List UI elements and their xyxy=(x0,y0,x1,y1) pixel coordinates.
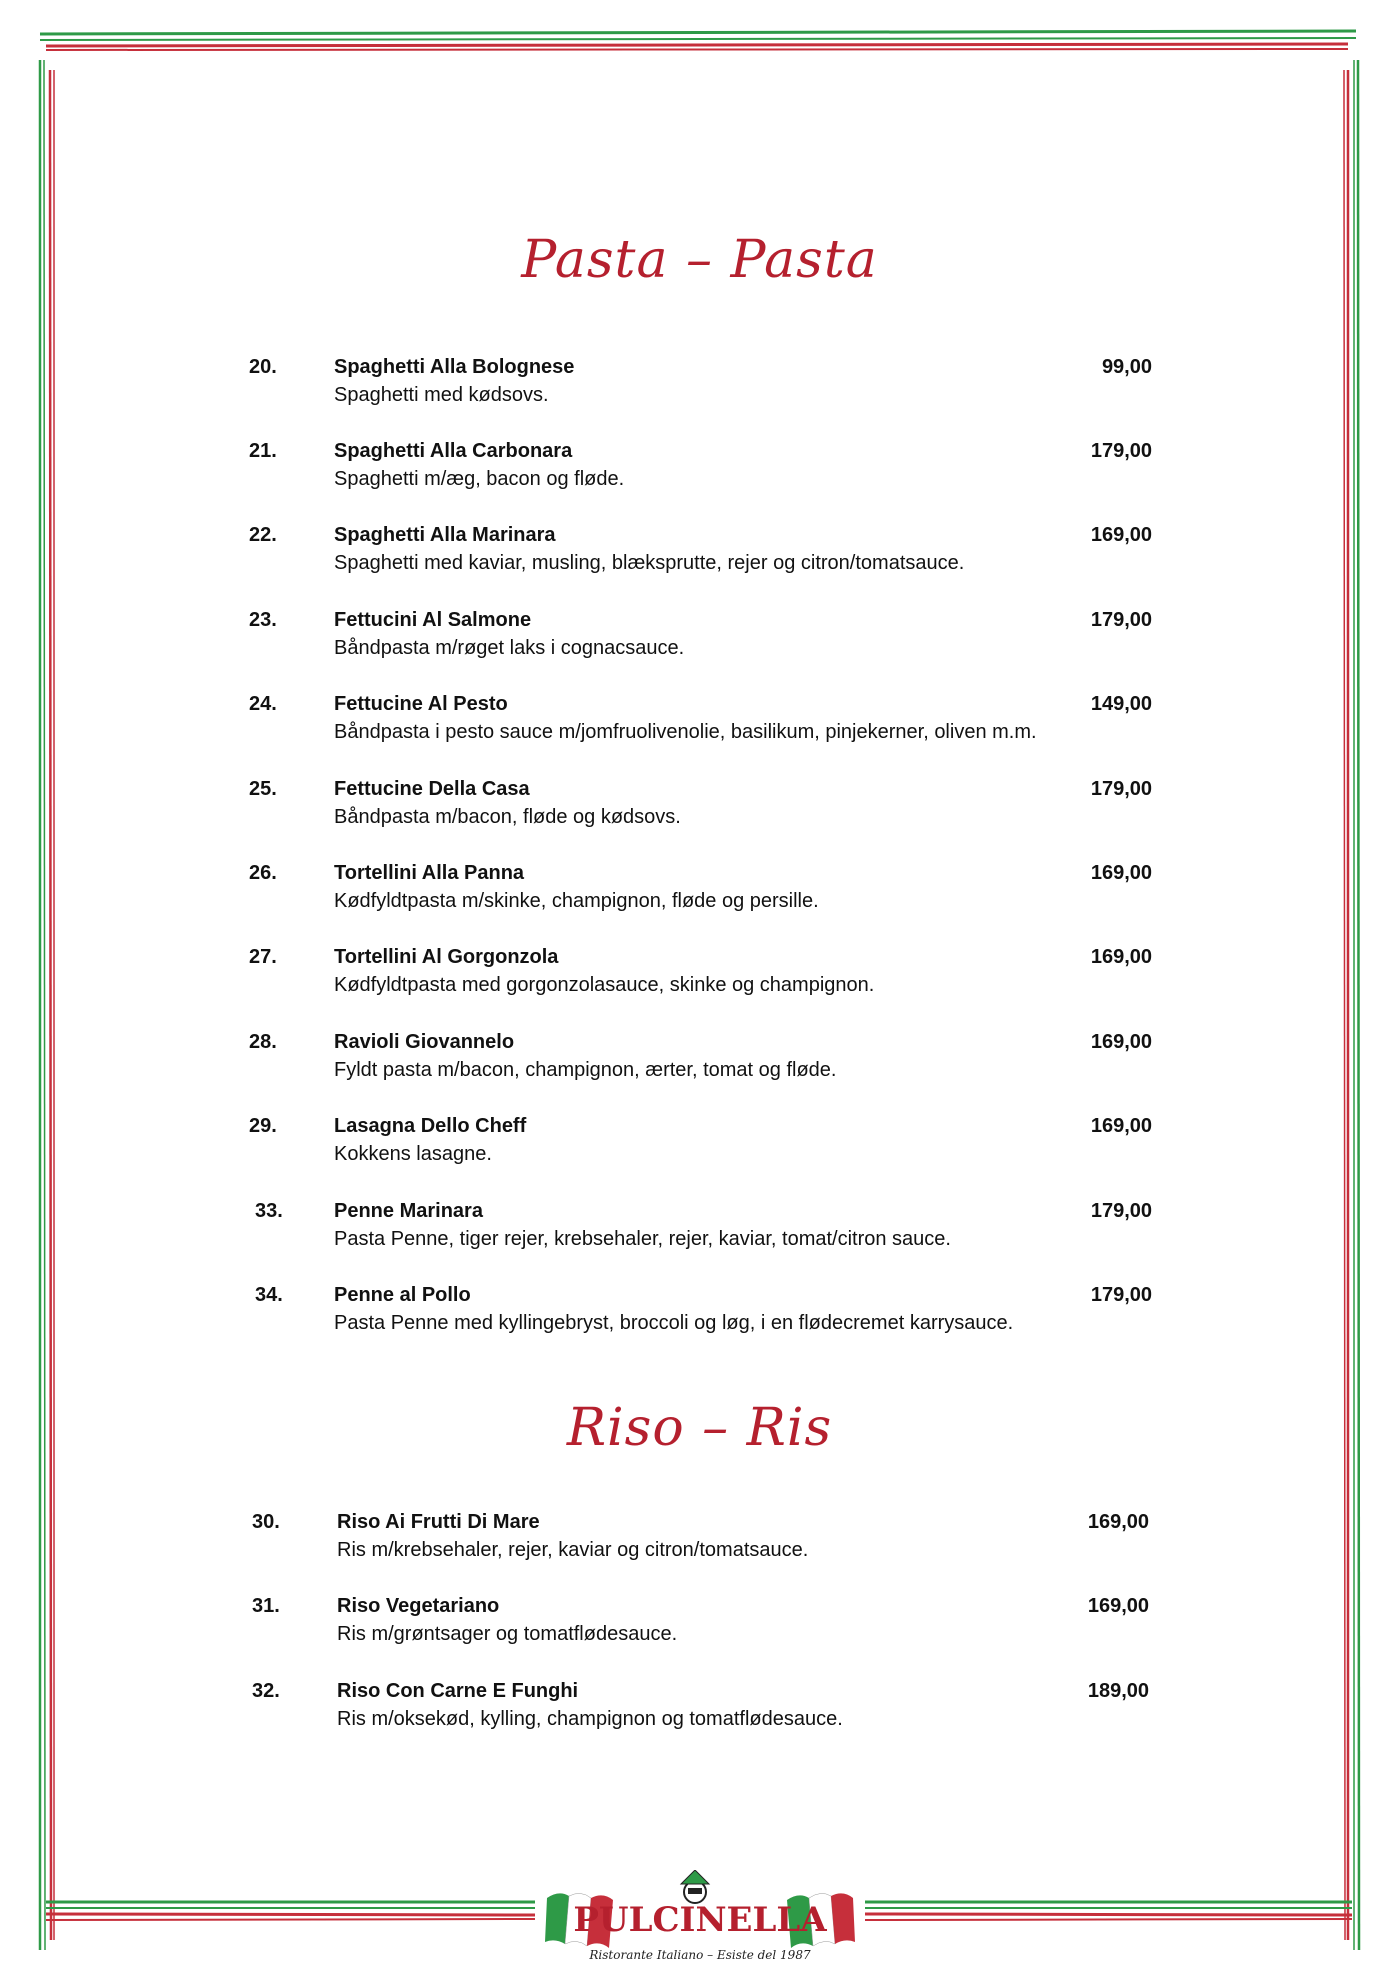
section-heading-pasta: Pasta – Pasta xyxy=(521,230,878,290)
item-price: 179,00 xyxy=(1090,1284,1152,1306)
item-name: Tortellini Al Gorgonzola xyxy=(334,946,559,968)
section-heading-riso: Riso – Ris xyxy=(566,1398,833,1458)
item-description: Båndpasta i pesto sauce m/jomfruolivenolie, basilikum, pinjekerner, oliven m.m. xyxy=(334,721,1037,743)
item-number: 22. xyxy=(249,524,277,546)
item-price: 179,00 xyxy=(1090,778,1152,800)
item-description: Kødfyldtpasta m/skinke, champignon, fløde og persille. xyxy=(334,890,819,912)
menu-item xyxy=(0,1031,1399,1091)
item-description: Kokkens lasagne. xyxy=(334,1143,492,1165)
item-description: Pasta Penne, tiger rejer, krebsehaler, rejer, kaviar, tomat/citron sauce. xyxy=(334,1228,951,1250)
menu-item xyxy=(0,356,1399,416)
item-description: Ris m/oksekød, kylling, champignon og tomatflødesauce. xyxy=(337,1708,843,1730)
menu-item xyxy=(0,609,1399,669)
item-price: 179,00 xyxy=(1090,440,1152,462)
item-number: 31. xyxy=(252,1595,280,1617)
logo-name: PULCINELLA xyxy=(573,1900,827,1940)
item-price: 169,00 xyxy=(1090,946,1152,968)
item-number: 27. xyxy=(249,946,277,968)
item-name: Riso Ai Frutti Di Mare xyxy=(337,1511,540,1533)
pulcinella-logo xyxy=(545,1870,855,1970)
item-name: Spaghetti Alla Marinara xyxy=(334,524,556,546)
menu-item xyxy=(0,862,1399,922)
item-name: Ravioli Giovannelo xyxy=(334,1031,515,1053)
item-number: 34. xyxy=(255,1284,283,1306)
item-price: 169,00 xyxy=(1090,1115,1152,1137)
item-number: 20. xyxy=(249,356,277,378)
item-description: Fyldt pasta m/bacon, champignon, ærter, tomat og fløde. xyxy=(334,1059,837,1081)
item-number: 24. xyxy=(249,693,277,715)
logo-tagline: Ristorante Italiano – Esiste del 1987 xyxy=(589,1948,811,1962)
item-name: Spaghetti Alla Carbonara xyxy=(334,440,573,462)
item-name: Penne Marinara xyxy=(334,1200,483,1222)
item-number: 33. xyxy=(255,1200,283,1222)
item-price: 169,00 xyxy=(1090,1031,1152,1053)
item-description: Spaghetti m/æg, bacon og fløde. xyxy=(334,468,625,490)
item-name: Fettucine Della Casa xyxy=(334,778,530,800)
item-price: 169,00 xyxy=(1090,862,1152,884)
item-price: 99,00 xyxy=(1101,356,1152,378)
item-description: Ris m/grøntsager og tomatflødesauce. xyxy=(337,1623,678,1645)
item-number: 30. xyxy=(252,1511,280,1533)
item-price: 169,00 xyxy=(1090,524,1152,546)
menu-item xyxy=(0,1200,1399,1260)
menu-item xyxy=(0,440,1399,500)
menu-item xyxy=(0,1284,1399,1344)
item-price: 169,00 xyxy=(1087,1511,1149,1533)
item-number: 29. xyxy=(249,1115,277,1137)
menu-item xyxy=(0,693,1399,753)
item-price: 149,00 xyxy=(1090,693,1152,715)
item-number: 25. xyxy=(249,778,277,800)
item-number: 26. xyxy=(249,862,277,884)
item-description: Spaghetti med kødsovs. xyxy=(334,384,549,406)
menu-item xyxy=(0,1511,1399,1571)
item-description: Kødfyldtpasta med gorgonzolasauce, skinke og champignon. xyxy=(334,974,875,996)
item-price: 189,00 xyxy=(1087,1680,1149,1702)
menu-item xyxy=(0,524,1399,584)
item-price: 169,00 xyxy=(1087,1595,1149,1617)
item-name: Lasagna Dello Cheff xyxy=(334,1115,527,1137)
item-price: 179,00 xyxy=(1090,609,1152,631)
item-number: 21. xyxy=(249,440,277,462)
item-number: 23. xyxy=(249,609,277,631)
menu-item xyxy=(0,778,1399,838)
item-name: Penne al Pollo xyxy=(334,1284,471,1306)
item-name: Riso Con Carne E Funghi xyxy=(337,1680,579,1702)
item-name: Fettucini Al Salmone xyxy=(334,609,532,631)
menu-item xyxy=(0,1680,1399,1740)
item-description: Spaghetti med kaviar, musling, blæksprutte, rejer og citron/tomatsauce. xyxy=(334,552,965,574)
item-name: Riso Vegetariano xyxy=(337,1595,500,1617)
item-price: 179,00 xyxy=(1090,1200,1152,1222)
item-description: Ris m/krebsehaler, rejer, kaviar og citron/tomatsauce. xyxy=(337,1539,809,1561)
item-name: Tortellini Alla Panna xyxy=(334,862,525,884)
item-description: Pasta Penne med kyllingebryst, broccoli og løg, i en flødecremet karrysauce. xyxy=(334,1312,1014,1334)
menu-item xyxy=(0,946,1399,1006)
menu-item xyxy=(0,1595,1399,1655)
item-description: Båndpasta m/bacon, fløde og kødsovs. xyxy=(334,806,681,828)
item-name: Spaghetti Alla Bolognese xyxy=(334,356,575,378)
menu-item xyxy=(0,1115,1399,1175)
item-number: 28. xyxy=(249,1031,277,1053)
item-number: 32. xyxy=(252,1680,280,1702)
item-description: Båndpasta m/røget laks i cognacsauce. xyxy=(334,637,685,659)
item-name: Fettucine Al Pesto xyxy=(334,693,508,715)
